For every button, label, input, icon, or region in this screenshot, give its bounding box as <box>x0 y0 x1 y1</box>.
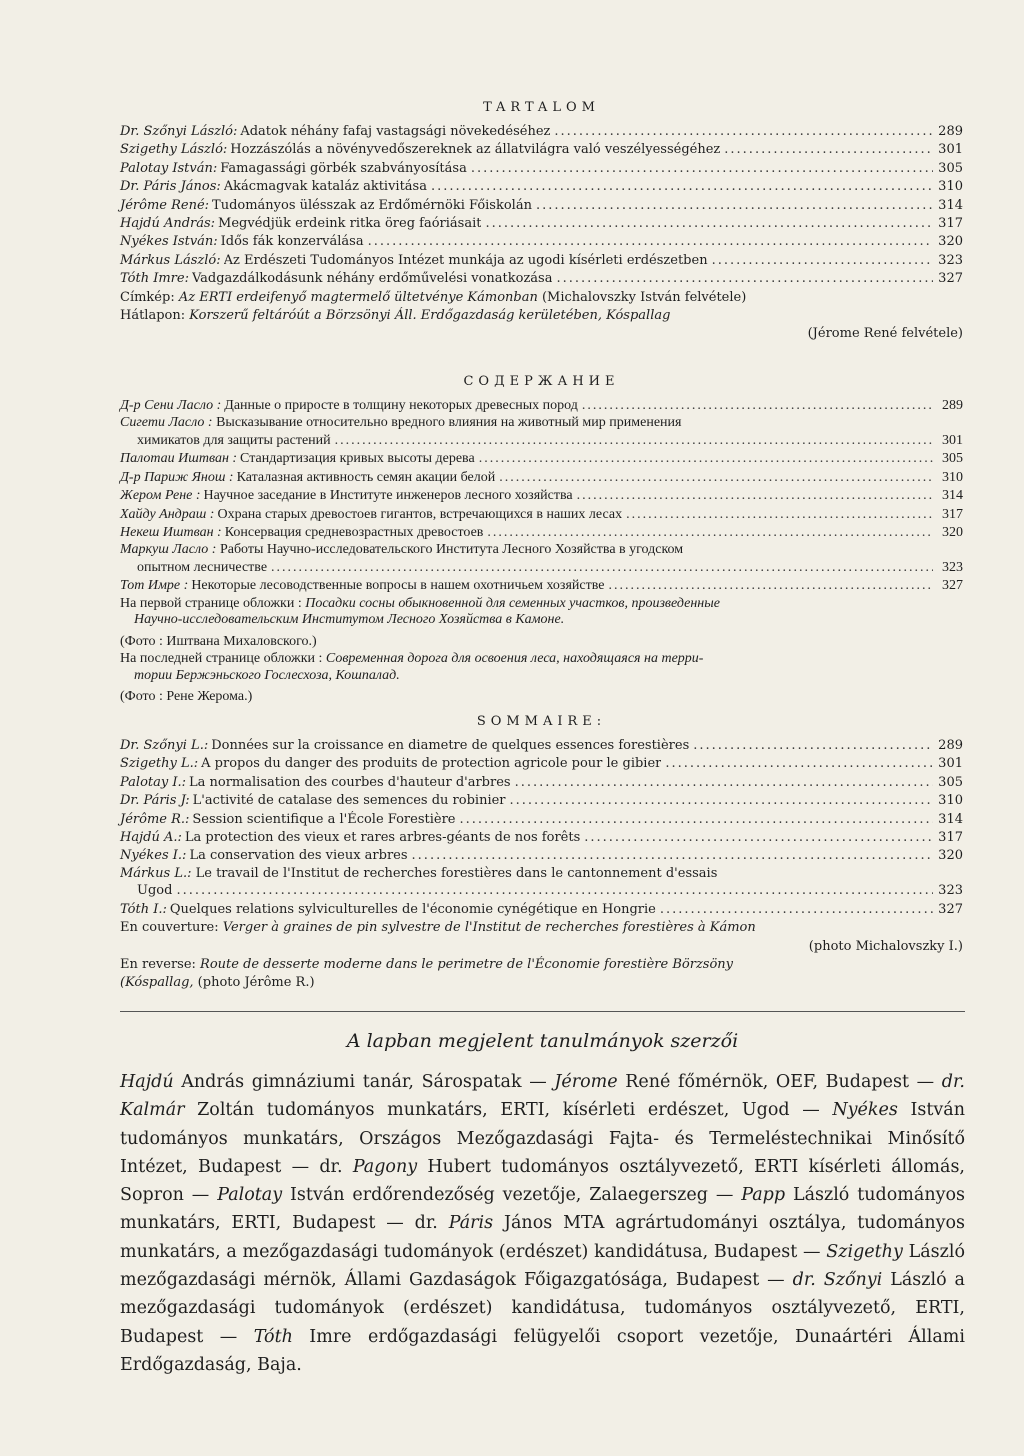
toc-page: 305 <box>942 451 963 467</box>
toc-author: Jérôme René: <box>120 197 210 213</box>
author-description: László mezőgazdasági mérnök, Állami Gazdaságok Főigazgatósága, Budapest — <box>120 1241 965 1291</box>
dot-leader <box>431 178 933 196</box>
toc-title: Vadgazdálkodásunk néhány erdőművelési vonatkozása <box>191 271 553 287</box>
toc-page: 323 <box>938 252 963 268</box>
dot-leader <box>608 577 933 595</box>
author-name: Nyékes <box>832 1100 898 1121</box>
author-description: János MTA agrártudományi osztálya, tudományos munkatárs, a mezőgazdasági tudományok (erdészet) kandidátusa, Budapest — <box>120 1213 966 1262</box>
dot-leader <box>485 215 933 233</box>
toc-title: La conservation des vieux arbres <box>189 848 408 864</box>
toc-author: Сигети Ласло : <box>120 415 213 431</box>
toc-page: 314 <box>942 488 963 504</box>
toc-page: 327 <box>938 901 963 917</box>
toc-author: Nyékes I.: <box>120 848 187 864</box>
toc-page: 317 <box>938 216 963 232</box>
dot-leader <box>712 252 933 270</box>
toc-title: L'activité de catalase des semences du robinier <box>192 793 506 809</box>
fr-back-note-cont: (Kóspallag, (photo Jérôme R.) <box>120 975 315 991</box>
soderzhanie-section <box>120 374 963 706</box>
sommaire-heading: SOMMAIRE: <box>476 714 607 729</box>
toc-entry <box>120 415 963 450</box>
toc-title: Megvédjük erdeink ritka öreg faóriásait <box>218 216 482 232</box>
toc-title: Hozzászólás a növényvedőszereknek az állatvilágra való veszélyességéhez <box>230 142 721 158</box>
toc-page: 310 <box>942 469 963 485</box>
toc-page: 310 <box>938 793 963 809</box>
fr-back-note: En reverse: Route de desserte moderne dans le perimetre de l'Économie forestière Börzsöny <box>120 956 734 972</box>
toc-page: 317 <box>942 506 963 522</box>
toc-entry <box>120 755 963 773</box>
dot-leader <box>479 450 933 468</box>
author-name: Hajdú <box>120 1072 174 1092</box>
toc-entry <box>120 506 963 524</box>
toc-title: Данные о приросте в толщину некоторых древесных пород <box>224 398 578 413</box>
toc-page: 305 <box>938 160 963 176</box>
toc-author: Dr. Szőnyi L.: <box>120 738 209 753</box>
toc-author: Палотаи Иштван : <box>120 451 238 467</box>
toc-page: 289 <box>942 398 963 413</box>
toc-author: Márkus László: <box>120 252 221 268</box>
toc-page: 289 <box>938 738 963 753</box>
ru-cover-photo: (Фото : Иштвана Михаловского.) <box>120 633 317 649</box>
toc-entry <box>120 487 963 505</box>
dot-leader <box>459 811 933 829</box>
toc-author: Szigethy L.: <box>120 756 199 772</box>
toc-page: 317 <box>938 830 963 846</box>
toc-entry <box>120 215 963 233</box>
toc-title: Охрана старых древостоев гигантов, встречающихся в наших лесах <box>217 506 623 522</box>
toc-title: Работы Научно-исследовательского Института Лесного Хозяйства в угодском <box>219 542 684 558</box>
dot-leader <box>665 755 933 773</box>
toc-title: Quelques relations sylviculturelles de l'économie cynégétique en Hongrie <box>169 901 656 917</box>
toc-entry <box>120 123 963 141</box>
toc-title: Консервация средневозрастных древостоев <box>224 524 484 540</box>
toc-entry <box>120 847 963 865</box>
toc-title: Az Erdészeti Tudományos Intézet munkája az ugodi kísérleti erdészetben <box>223 252 708 268</box>
toc-entry <box>120 197 963 215</box>
toc-entry <box>120 901 963 919</box>
toc-title: Каталазная активность семян акации белой <box>236 469 496 485</box>
ru-back-photo: (Фото : Рене Жерома.) <box>120 689 253 705</box>
toc-entry <box>120 178 963 196</box>
toc-title: La protection des vieux et rares arbres-géants de nos forêts <box>184 830 581 846</box>
toc-author: Маркуш Ласло : <box>120 542 217 558</box>
toc-author: Tóth I.: <box>120 901 167 917</box>
toc-author: Jérôme R.: <box>120 811 190 827</box>
section-divider <box>120 1011 965 1012</box>
dot-leader <box>515 774 933 792</box>
author-name: Szigethy <box>826 1241 903 1262</box>
toc-entry <box>120 811 963 829</box>
author-description: Hubert tudományos osztályvezető, ERTI kísérleti állomás, Sopron — <box>120 1156 965 1206</box>
toc-entry <box>120 160 963 178</box>
dot-leader <box>271 559 933 577</box>
author-name: Papp <box>741 1185 786 1206</box>
fr-cover-note: En couverture: Verger à graines de pin sylvestre de l'Institut de recherches forestières à Kámon <box>120 920 756 936</box>
toc-title: Tudományos ülésszak az Erdőmérnöki Főiskolán <box>212 197 532 213</box>
dot-leader <box>626 506 933 524</box>
toc-title: Famagassági görbék szabványosítása <box>220 160 467 176</box>
toc-entry <box>120 866 963 901</box>
toc-page: 305 <box>938 774 963 790</box>
author-name: dr. Szőnyi <box>792 1270 883 1291</box>
toc-entry <box>120 270 963 288</box>
ru-cover-note: На первой странице обложки : Посадки сосны обыкновенной для семенных участков, произведенные Научно-исследовательским Институтом Лесного Хозяйства в Камоне. <box>120 595 720 628</box>
toc-title: Adatok néhány fafaj vastagsági növekedéséhez <box>240 124 551 139</box>
author-name: dr. Kalmár <box>120 1072 965 1121</box>
dot-leader <box>412 847 933 865</box>
toc-author: Nyékes István: <box>120 234 218 250</box>
tartalom-section <box>120 100 963 344</box>
toc-page: 320 <box>938 848 963 864</box>
fr-cover-photo: (photo Michalovszky I.) <box>808 938 963 954</box>
toc-entry <box>120 792 963 810</box>
author-description: István tudományos munkatárs, Országos Mezőgazdasági Fajta- és Termeléstechnikai Minősítő Intézet, Budapest — dr. <box>120 1100 965 1177</box>
toc-title: La normalisation des courbes d'hauteur d'arbres <box>189 774 511 790</box>
toc-author: Тот Имре : <box>120 578 189 594</box>
toc-entry <box>120 397 963 415</box>
toc-page: 327 <box>942 578 963 594</box>
dot-leader <box>582 397 933 415</box>
toc-page: 314 <box>938 197 963 213</box>
dot-leader <box>554 123 933 141</box>
toc-author: Dr. Páris J: <box>120 793 190 809</box>
dot-leader <box>584 829 933 847</box>
dot-leader <box>499 469 933 487</box>
toc-author: Palotay István: <box>120 160 218 176</box>
toc-title-cont: Ugod <box>137 883 173 899</box>
back-note: Hátlapon: Korszerű feltáróút a Börzsönyi Áll. Erdőgazdaság kerületében, Kóspallag <box>120 308 671 324</box>
toc-entry <box>120 233 963 251</box>
toc-author: Д-р Париж Янош : <box>120 469 234 485</box>
toc-entry <box>120 737 963 755</box>
toc-entry <box>120 829 963 847</box>
dot-leader <box>577 487 933 505</box>
toc-page: 301 <box>938 142 963 158</box>
author-name: Páris <box>448 1213 494 1234</box>
soderzhanie-heading: СОДЕРЖАНИЕ <box>463 374 620 389</box>
toc-page: 327 <box>938 271 963 287</box>
toc-title: Le travail de l'Institut de recherches forestières dans le cantonnement d'essais <box>195 865 718 881</box>
sommaire-section <box>120 714 963 993</box>
author-description: László tudományos munkatárs, ERTI, Budapest — dr. <box>120 1185 965 1234</box>
toc-author: Некеш Иштван : <box>120 524 222 540</box>
author-name: Jérome <box>554 1072 618 1092</box>
dot-leader <box>335 432 933 450</box>
toc-entry <box>120 141 963 159</box>
author-description: András gimnáziumi tanár, Sárospatak — <box>173 1072 555 1092</box>
author-name: Pagony <box>352 1156 418 1177</box>
ru-back-note: На последней странице обложки : Современная дорога для освоения леса, находящаяся на терри- тории Бержэньского Гослесхоза, Кошпалад. <box>120 651 704 683</box>
toc-title-cont: опытном лесничестве <box>137 559 268 575</box>
dot-leader <box>660 901 933 919</box>
toc-entry <box>120 252 963 270</box>
author-name: Tóth <box>253 1326 293 1347</box>
toc-page: 289 <box>938 124 963 139</box>
back-photo-credit: (Jérome René felvétele) <box>807 326 963 342</box>
toc-entry <box>120 524 963 542</box>
toc-author: Márkus L.: <box>120 865 192 881</box>
toc-page: 323 <box>942 559 963 575</box>
author-description: Imre erdőgazdasági felügyelői csoport vezetője, Dunaártéri Állami Erdőgazdaság, Baja. <box>120 1326 965 1375</box>
toc-title-cont: химикатов для защиты растений <box>137 432 331 448</box>
dot-leader <box>693 737 933 755</box>
authors-heading: A lapban megjelent tanulmányok szerzői <box>346 1030 739 1052</box>
toc-author: Хайду Андраш : <box>120 506 215 522</box>
toc-page: 323 <box>938 883 963 899</box>
toc-title: Session scientifique a l'École Forestière <box>192 811 456 827</box>
toc-author: Szigethy László: <box>120 142 228 158</box>
author-description: René főmérnök, OEF, Budapest — <box>617 1072 942 1092</box>
toc-title: Высказывание относительно вредного влияния на животный мир применения <box>216 415 682 431</box>
toc-title: Стандартизация кривых высоты дерева <box>240 451 475 467</box>
toc-author: Dr. Szőnyi László: <box>120 124 238 139</box>
toc-author: Hajdú András: <box>120 216 216 232</box>
dot-leader <box>368 233 933 251</box>
toc-title: A propos du danger des produits de protection agricole pour le gibier <box>201 756 662 772</box>
toc-page: 314 <box>938 811 963 827</box>
dot-leader <box>487 524 933 542</box>
toc-author: Д-р Сени Ласло : <box>120 398 222 413</box>
toc-page: 310 <box>938 179 963 195</box>
author-description: László a mezőgazdasági tudományok (erdészet) kandidátusa, tudományos osztályvezető, ERTI, Budapest — <box>120 1270 965 1347</box>
toc-page: 320 <box>942 524 963 540</box>
toc-page: 320 <box>938 234 963 250</box>
authors-paragraph <box>120 1068 965 1379</box>
dot-leader <box>724 141 933 159</box>
toc-entry <box>120 774 963 792</box>
toc-entry <box>120 542 963 577</box>
toc-title: Akácmagvak kataláz aktivitása <box>223 179 427 195</box>
dot-leader <box>176 882 933 900</box>
toc-author: Жером Рене : <box>120 488 201 504</box>
toc-entry <box>120 450 963 468</box>
dot-leader <box>471 160 933 178</box>
dot-leader <box>510 792 933 810</box>
toc-title: Некоторые лесоводственные вопросы в нашем охотничьем хозяйстве <box>191 578 605 594</box>
tartalom-heading: TARTALOM <box>483 100 600 115</box>
toc-author: Palotay I.: <box>120 774 186 790</box>
toc-entry <box>120 469 963 487</box>
toc-page: 301 <box>942 432 963 448</box>
dot-leader <box>556 270 933 288</box>
dot-leader <box>536 197 933 215</box>
author-description: István erdőrendezőség vezetője, Zalaegerszeg — <box>282 1185 742 1206</box>
toc-author: Hajdú A.: <box>120 830 182 846</box>
author-description: Zoltán tudományos munkatárs, ERTI, kísérleti erdészet, Ugod — <box>184 1100 833 1121</box>
toc-author: Dr. Páris János: <box>120 179 221 195</box>
toc-title: Научное заседание в Институте инженеров лесного хозяйства <box>203 488 573 504</box>
toc-entry <box>120 577 963 595</box>
cover-note: Címkép: Az ERTI erdeifenyő magtermelő ültetvénye Kámonban (Michalovszky István felvétele) <box>120 289 747 305</box>
toc-author: Tóth Imre: <box>120 271 189 287</box>
toc-title: Données sur la croissance en diametre de quelques essences forestières <box>211 738 690 753</box>
author-name: Palotay <box>217 1185 283 1206</box>
toc-page: 301 <box>938 756 963 772</box>
toc-title: Idős fák konzerválása <box>220 234 364 250</box>
